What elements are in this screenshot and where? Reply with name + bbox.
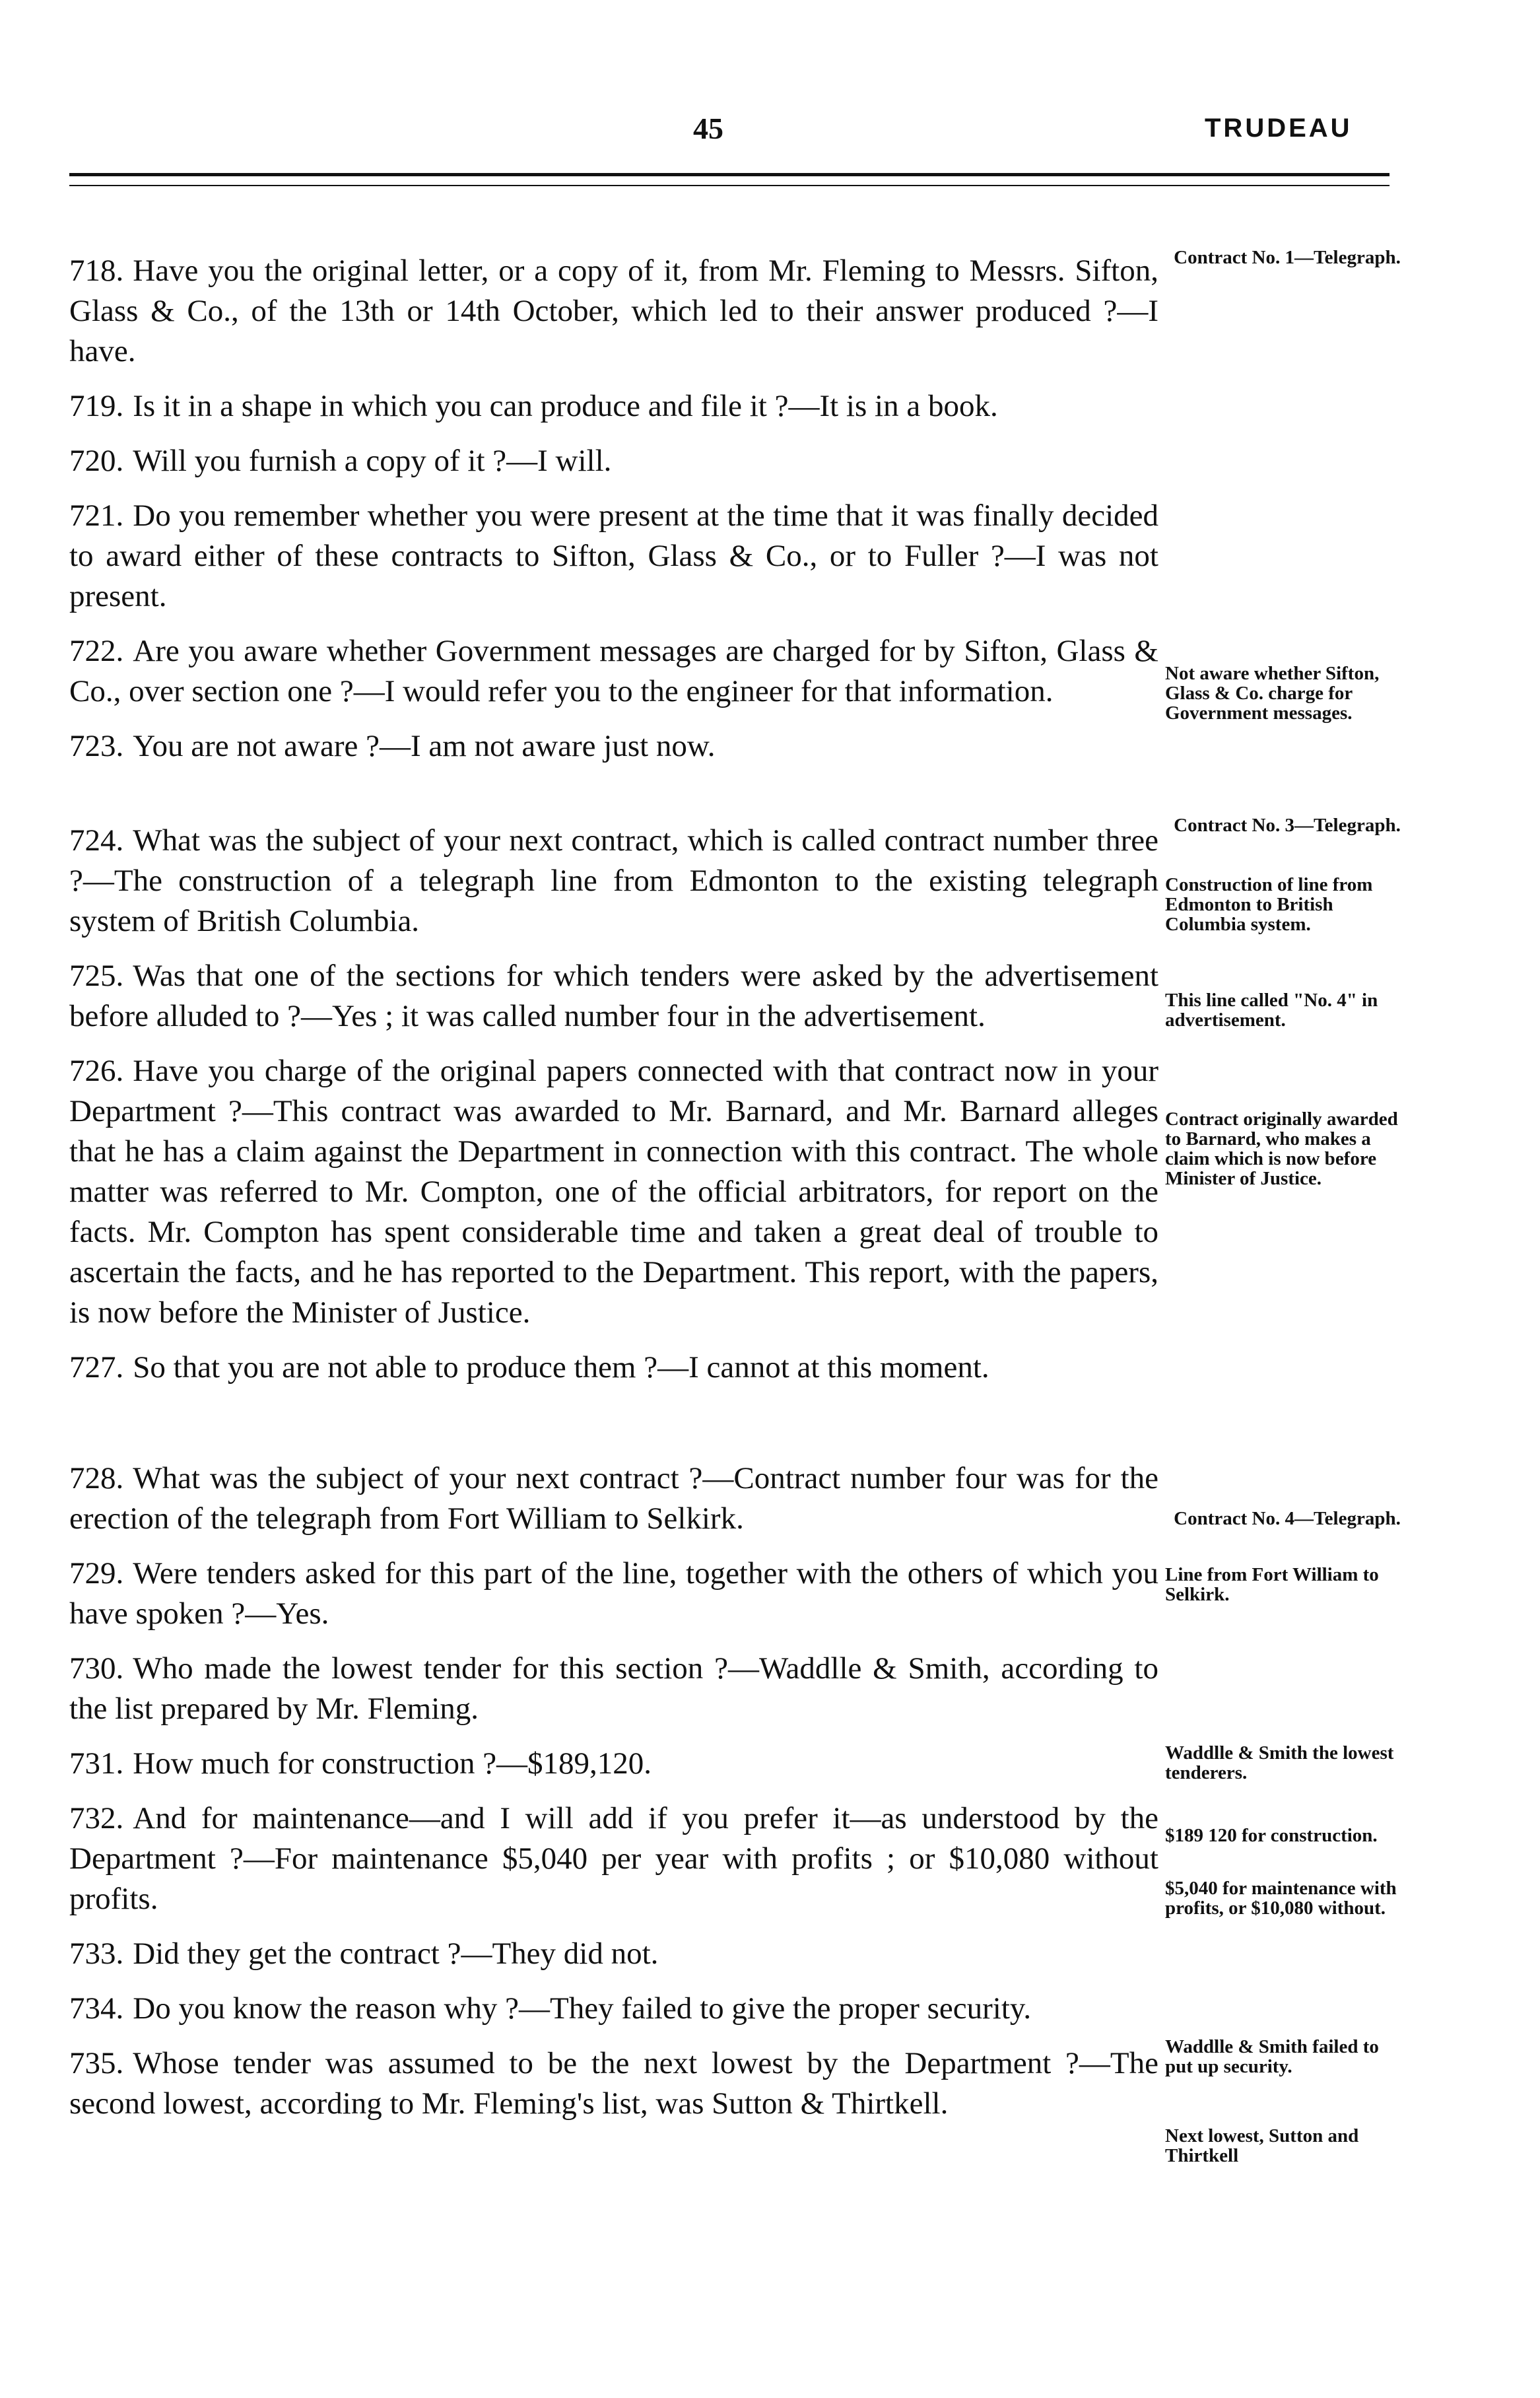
paragraph-text: Do you remember whether you were present at the time that it was finally decided to award either of these contracts to Sifton, Glass & Co., or to Fuller ?—I was not present. — [69, 498, 1158, 613]
paragraph-text: Will you furnish a copy of it ?—I will. — [133, 444, 612, 478]
question-number: 733. — [69, 1936, 124, 1971]
question-number: 724. — [69, 823, 124, 858]
margin-note-line-fort-william: Line from Fort William to Selkirk. — [1165, 1564, 1379, 1605]
paragraph-text: What was the subject of your next contract, which is called contract number three ?—The construction of a telegraph line from Edmonton to the existing telegraph system of British Columbia. — [69, 823, 1158, 938]
question-number: 719. — [69, 389, 124, 423]
paragraph-718 — [69, 251, 1158, 372]
paragraph-text: Whose tender was assumed to be the next lowest by the Department ?—The second lowest, according to Mr. Fleming's list, was Sutton & Thirtkell. — [69, 2046, 1158, 2121]
header-rule-thin — [69, 185, 1389, 186]
question-number: 722. — [69, 634, 124, 668]
paragraph-text: Is it in a shape in which you can produce and file it ?—It is in a book. — [133, 389, 998, 423]
paragraph-727 — [69, 1348, 1158, 1388]
question-number: 728. — [69, 1461, 124, 1495]
question-number: 730. — [69, 1651, 124, 1686]
question-number: 727. — [69, 1350, 124, 1385]
margin-heading-contract-3: Contract No. 3—Telegraph. — [1174, 815, 1401, 836]
paragraph-text: Was that one of the sections for which tenders were asked by the advertisement before alluded to ?—Yes ; it was called number four in the advertisement. — [69, 959, 1158, 1033]
margin-note-barnard: Contract originally awarded to Barnard, who makes a claim which is now before Minister of Justice. — [1165, 1109, 1398, 1189]
question-number: 732. — [69, 1801, 124, 1835]
paragraph-721 — [69, 496, 1158, 617]
paragraph-text: Have you charge of the original papers connected with that contract now in your Department ?—This contract was awarded to Mr. Barnard, and Mr. Barnard alleges that he has a claim against the Department in connection with this contract. The whole matter was referred to Mr. Compton, one of the official arbitrators, for report on the facts. Mr. Compton has spent considerable time and taken a great deal of trouble to ascertain the facts, and he has reported to the Department. This report, with the papers, is now before the Minister of Justice. — [69, 1054, 1158, 1330]
paragraph-text: Were tenders asked for this part of the line, together with the others of which you have spoken ?—Yes. — [69, 1556, 1158, 1631]
running-header-title: TRUDEAU — [1205, 114, 1353, 143]
paragraph-text: And for maintenance—and I will add if you prefer it—as understood by the Department ?—For maintenance $5,040 per year with profits ; or $10,080 without profits. — [69, 1801, 1158, 1916]
margin-note-maintenance: $5,040 for maintenance with profits, or $10,080 without. — [1165, 1878, 1397, 1919]
page-number: 45 — [693, 112, 723, 145]
paragraph-725 — [69, 956, 1158, 1037]
paragraph-724 — [69, 821, 1158, 942]
paragraph-728 — [69, 1458, 1158, 1539]
paragraph-723 — [69, 726, 1158, 767]
question-number: 718. — [69, 254, 124, 288]
question-number: 723. — [69, 729, 124, 763]
margin-note-waddlle: Waddlle & Smith the lowest tenderers. — [1165, 1742, 1394, 1783]
question-number: 734. — [69, 1991, 124, 2026]
paragraph-text: Have you the original letter, or a copy of it, from Mr. Fleming to Messrs. Sifton, Glass & Co., of the 13th or 14th October, which led to their answer produced ?—I have. — [69, 254, 1158, 368]
paragraph-text: Did they get the contract ?—They did not. — [133, 1936, 659, 1971]
margin-note-not-aware: Not aware whether Sifton, Glass & Co. charge for Government messages. — [1165, 663, 1380, 724]
paragraph-729 — [69, 1554, 1158, 1634]
paragraph-733 — [69, 1934, 1158, 1974]
margin-note-construction-cost: $189 120 for construction. — [1165, 1825, 1378, 1846]
paragraph-722 — [69, 631, 1158, 712]
paragraph-text: You are not aware ?—I am not aware just now. — [133, 729, 716, 763]
paragraph-720 — [69, 441, 1158, 481]
paragraph-732 — [69, 1799, 1158, 1919]
paragraph-text: So that you are not able to produce them ?—I cannot at this moment. — [133, 1350, 989, 1385]
question-number: 720. — [69, 444, 124, 478]
paragraph-719 — [69, 386, 1158, 427]
question-number: 735. — [69, 2046, 124, 2080]
margin-heading-contract-1: Contract No. 1—Telegraph. — [1174, 247, 1401, 268]
paragraph-text: Do you know the reason why ?—They failed to give the proper security. — [133, 1991, 1032, 2026]
margin-note-construction: Construction of line from Edmonton to British Columbia system. — [1165, 874, 1373, 935]
question-number: 721. — [69, 498, 124, 533]
margin-heading-contract-4: Contract No. 4—Telegraph. — [1174, 1508, 1401, 1529]
question-number: 731. — [69, 1746, 124, 1781]
testimony-column — [69, 251, 1158, 2139]
paragraph-730 — [69, 1649, 1158, 1729]
paragraph-text: Are you aware whether Government messages are charged for by Sifton, Glass & Co., over section one ?—I would refer you to the engineer for that information. — [69, 634, 1158, 708]
question-number: 725. — [69, 959, 124, 993]
paragraph-text: Who made the lowest tender for this section ?—Waddlle & Smith, according to the list prepared by Mr. Fleming. — [69, 1651, 1158, 1726]
paragraph-text: What was the subject of your next contract ?—Contract number four was for the erection of the telegraph from Fort William to Selkirk. — [69, 1461, 1158, 1536]
paragraph-731 — [69, 1744, 1158, 1784]
header-rule-thick — [69, 173, 1389, 176]
paragraph-735 — [69, 2043, 1158, 2124]
paragraph-734 — [69, 1989, 1158, 2029]
question-number: 729. — [69, 1556, 124, 1591]
margin-note-no4: This line called "No. 4" in advertisement. — [1165, 990, 1378, 1031]
question-number: 726. — [69, 1054, 124, 1088]
margin-note-failed-security: Waddlle & Smith failed to put up security. — [1165, 2036, 1379, 2077]
paragraph-text: How much for construction ?—$189,120. — [133, 1746, 652, 1781]
paragraph-726 — [69, 1051, 1158, 1333]
margin-note-next-lowest: Next lowest, Sutton and Thirtkell — [1165, 2125, 1359, 2166]
